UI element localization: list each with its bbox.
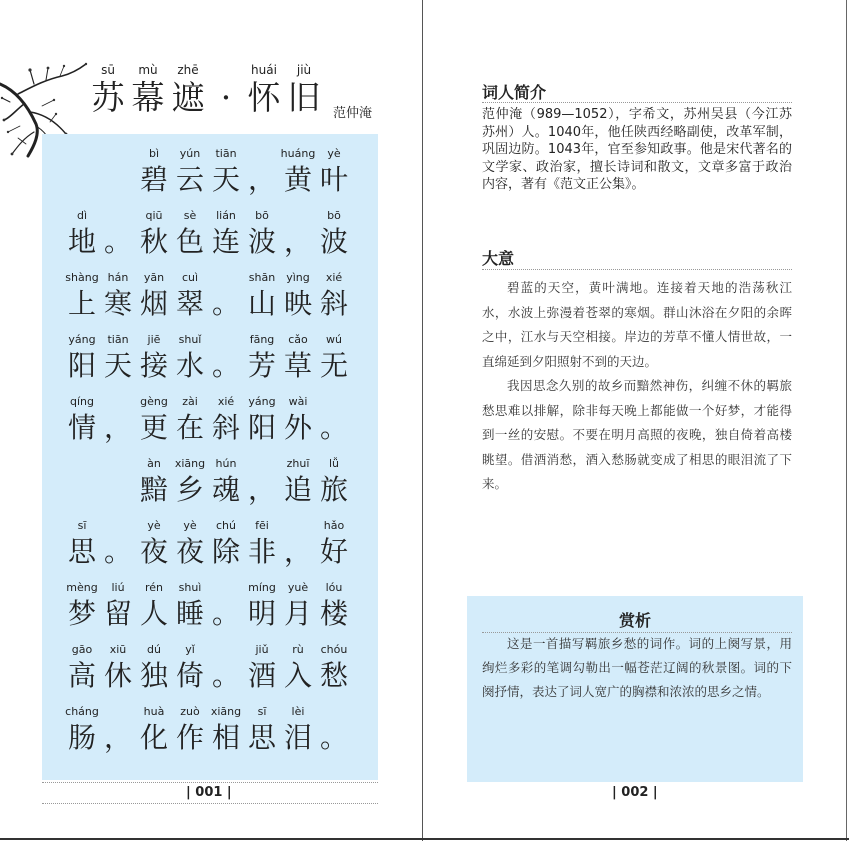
hanzi: 接 [139, 349, 168, 382]
pinyin: lǚ [328, 457, 340, 470]
pinyin: bō [255, 209, 269, 222]
poem-line [42, 704, 378, 766]
hanzi: 留 [103, 597, 132, 630]
divider [42, 803, 378, 804]
poem-char [208, 518, 244, 570]
hanzi: 化 [139, 721, 168, 754]
title-char [128, 62, 168, 118]
pinyin [316, 704, 352, 720]
hanzi: 云 [175, 163, 204, 196]
poem-line [42, 456, 378, 518]
hanzi: 休 [103, 659, 132, 692]
hanzi: 无 [319, 349, 348, 382]
poem-char [316, 518, 352, 570]
hanzi: 除 [211, 535, 240, 568]
pinyin: rén [144, 581, 164, 594]
pinyin: tiān [107, 333, 129, 346]
book-spine [422, 0, 423, 841]
hanzi: 独 [139, 659, 168, 692]
pinyin: yān [143, 271, 165, 284]
hanzi: 高 [67, 659, 96, 692]
poem-char [244, 642, 280, 694]
pinyin: huà [143, 705, 165, 718]
poem-char [64, 704, 100, 756]
bio-title: 词人简介 [482, 83, 547, 102]
pinyin [208, 270, 244, 286]
hanzi: 旅 [319, 473, 348, 506]
poem-char [316, 146, 352, 198]
pinyin [100, 394, 136, 410]
poem-char [136, 332, 172, 384]
hanzi: ， [103, 721, 132, 754]
hanzi: 肠 [67, 721, 96, 754]
hanzi: 寒 [103, 287, 132, 320]
hanzi: 叶 [319, 163, 348, 196]
pinyin [100, 518, 136, 534]
pinyin [280, 518, 316, 534]
page-number-right: | 002 | [612, 785, 658, 800]
poem-char [64, 332, 100, 384]
hanzi: 芳 [247, 349, 276, 382]
title-char [284, 62, 324, 118]
poem-char [208, 208, 244, 260]
pinyin: sè [183, 209, 197, 222]
hanzi: 月 [283, 597, 312, 630]
hanzi: 好 [319, 535, 348, 568]
pinyin: zuò [180, 705, 200, 718]
pinyin: qíng [70, 395, 94, 408]
title-char [88, 62, 128, 118]
title-pinyin: mù [138, 63, 158, 77]
pinyin: yáng [68, 333, 96, 346]
poem-char [100, 642, 136, 694]
poem-char [172, 642, 208, 694]
hanzi: 天 [103, 349, 132, 382]
pinyin: lián [216, 209, 236, 222]
poem-char [64, 208, 100, 260]
poem-char [244, 704, 280, 756]
poem-char [244, 146, 280, 198]
pinyin: cuì [181, 271, 199, 284]
poem-char [208, 146, 244, 198]
title-pinyin: huái [251, 63, 277, 77]
title-char [208, 62, 244, 118]
divider [482, 102, 792, 103]
pinyin: cǎo [288, 333, 308, 346]
hanzi: 烟 [139, 287, 168, 320]
pinyin: yáng [248, 395, 276, 408]
hanzi: 阳 [247, 411, 276, 444]
hanzi: 秋 [139, 225, 168, 258]
poem-char [208, 456, 244, 508]
analysis-panel [467, 596, 803, 782]
poem-char [100, 518, 136, 570]
pinyin: shàng [65, 271, 99, 284]
poem-char [100, 332, 136, 384]
pinyin: xiāng [174, 457, 206, 470]
hanzi: 斜 [211, 411, 240, 444]
meaning-paragraph-2: 我因思念久别的故乡而黯然神伤，纠缠不休的羁旅愁思难以排解，除非每天晚上都能做一个好梦，才能得到一丝的安慰。不要在明月高照的夜晚，独自倚着高楼眺望。借酒消愁，酒入愁肠就变成了相思的眼泪流了下来。 [482, 378, 792, 491]
pinyin: míng [248, 581, 276, 594]
poem-char [64, 580, 100, 632]
pinyin: yè [327, 147, 341, 160]
poem-line [42, 208, 378, 270]
hanzi: 草 [283, 349, 312, 382]
pinyin: mèng [66, 581, 98, 594]
hanzi: 明 [247, 597, 276, 630]
title-pinyin: sū [101, 63, 115, 77]
title-hanzi: 幕 [131, 78, 165, 117]
meaning-text [482, 276, 792, 497]
pinyin: hún [215, 457, 237, 470]
pinyin: fāng [249, 333, 275, 346]
pinyin [100, 704, 136, 720]
pinyin: cháng [65, 705, 99, 718]
poem-char [100, 270, 136, 322]
poem-char [244, 518, 280, 570]
poem-char [136, 642, 172, 694]
pinyin: xié [217, 395, 235, 408]
hanzi: 。 [103, 535, 132, 568]
pinyin: gèng [140, 395, 168, 408]
hanzi: 上 [67, 287, 96, 320]
poem-line [42, 270, 378, 332]
poem-char [208, 642, 244, 694]
pinyin: fēi [255, 519, 269, 532]
hanzi: 。 [319, 411, 348, 444]
pinyin: jiē [147, 333, 161, 346]
title-char [168, 62, 208, 118]
poem-char [136, 146, 172, 198]
pinyin: yè [183, 519, 197, 532]
poem-line [42, 518, 378, 580]
poem-char [280, 332, 316, 384]
pinyin: bì [148, 147, 160, 160]
pinyin [316, 394, 352, 410]
pinyin: huáng [280, 147, 316, 160]
title-char [244, 62, 284, 118]
pinyin: liú [111, 581, 125, 594]
poem-char [208, 394, 244, 446]
pinyin: xiū [109, 643, 127, 656]
poem-char [172, 394, 208, 446]
poem-char [64, 394, 100, 446]
pinyin: lóu [325, 581, 343, 594]
hanzi: ， [247, 473, 276, 506]
hanzi: 地 [67, 225, 96, 258]
hanzi: 更 [139, 411, 168, 444]
title-hanzi: 遮 [171, 78, 205, 117]
pinyin: yè [147, 519, 161, 532]
pinyin: yuè [287, 581, 309, 594]
hanzi: 夜 [139, 535, 168, 568]
hanzi: 酒 [247, 659, 276, 692]
poem-char [172, 332, 208, 384]
poem-char [208, 704, 244, 756]
hanzi: 追 [283, 473, 312, 506]
hanzi: 睡 [175, 597, 204, 630]
pinyin [208, 332, 244, 348]
hanzi: 思 [67, 535, 96, 568]
poem-char [64, 270, 100, 322]
pinyin [244, 456, 280, 472]
pinyin: rù [292, 643, 304, 656]
pinyin: zài [182, 395, 198, 408]
divider [482, 269, 792, 270]
author-name: 范仲淹 [333, 106, 373, 121]
hanzi: 魂 [211, 473, 240, 506]
poem-char [136, 208, 172, 260]
pinyin: sī [257, 705, 267, 718]
pinyin: yìng [286, 271, 310, 284]
hanzi: 。 [211, 349, 240, 382]
poem-char [136, 580, 172, 632]
poem-char [316, 580, 352, 632]
poem-line [42, 580, 378, 642]
pinyin: dì [76, 209, 88, 222]
poem-char [280, 208, 316, 260]
pinyin: shuǐ [178, 333, 202, 346]
title-pinyin: jiù [296, 63, 312, 77]
poem-char [172, 704, 208, 756]
pinyin: lèi [291, 705, 305, 718]
pinyin: dú [147, 643, 161, 656]
hanzi: 相 [211, 721, 240, 754]
poem-char [316, 456, 352, 508]
hanzi: 思 [247, 721, 276, 754]
poem-char [100, 394, 136, 446]
left-page [0, 0, 423, 841]
meaning-title: 大意 [482, 249, 515, 268]
pinyin: yún [179, 147, 201, 160]
poem-char [280, 456, 316, 508]
analysis-paragraph: 这是一首描写羁旅乡愁的词作。词的上阕写景，用绚烂多彩的笔调勾勒出一幅苍茫辽阔的秋景图。词的下阕抒情，表达了词人宽广的胸襟和浓浓的思乡之情。 [482, 636, 792, 699]
hanzi: 非 [247, 535, 276, 568]
hanzi: 在 [175, 411, 204, 444]
hanzi: ， [103, 411, 132, 444]
hanzi: ， [283, 225, 312, 258]
poem-char [208, 580, 244, 632]
title-hanzi: 旧 [287, 78, 321, 117]
meaning-paragraph-1: 碧蓝的天空，黄叶满地。连接着天地的浩荡秋江水，水波上弥漫着苍翠的寒烟。群山沐浴在夕阳的余晖之中，江水与天空相接。岸边的芳草不懂人情世故，一直绵延到夕阳照射不到的天边。 [482, 280, 792, 369]
analysis-text [482, 632, 792, 704]
hanzi: 愁 [319, 659, 348, 692]
poem-char [244, 208, 280, 260]
pinyin: chóu [320, 643, 348, 656]
poem-char [172, 208, 208, 260]
hanzi: 情 [67, 411, 96, 444]
hanzi: 外 [283, 411, 312, 444]
poem-char [244, 456, 280, 508]
hanzi: 人 [139, 597, 168, 630]
hanzi: 色 [175, 225, 204, 258]
hanzi: 连 [211, 225, 240, 258]
poem-char [172, 580, 208, 632]
poem-char [100, 704, 136, 756]
pinyin: yǐ [185, 643, 195, 656]
poem-char [100, 208, 136, 260]
poem-char [316, 704, 352, 756]
hanzi: 。 [103, 225, 132, 258]
hanzi: 波 [319, 225, 348, 258]
poem-char [316, 642, 352, 694]
hanzi: 。 [211, 287, 240, 320]
poem-char [136, 456, 172, 508]
pinyin: hǎo [323, 519, 345, 532]
hanzi: 乡 [175, 473, 204, 506]
analysis-title: 赏析 [618, 611, 651, 630]
pinyin: chú [216, 519, 236, 532]
poem-char [172, 456, 208, 508]
poem-line [42, 394, 378, 456]
pinyin: gāo [71, 643, 93, 656]
title-hanzi: 怀 [247, 78, 281, 117]
hanzi: 楼 [319, 597, 348, 630]
hanzi: 黄 [283, 163, 312, 196]
poem-char [280, 704, 316, 756]
hanzi: ， [283, 535, 312, 568]
poem-char [136, 270, 172, 322]
poem-char [280, 394, 316, 446]
pinyin: xié [325, 271, 343, 284]
poem-char [172, 270, 208, 322]
hanzi: 翠 [175, 287, 204, 320]
pinyin: wài [288, 395, 308, 408]
hanzi: 山 [247, 287, 276, 320]
poem-char [208, 270, 244, 322]
hanzi: ， [247, 163, 276, 196]
poem-char [280, 580, 316, 632]
poem-line [42, 642, 378, 704]
pinyin: sī [77, 519, 87, 532]
hanzi: 映 [283, 287, 312, 320]
hanzi: 斜 [319, 287, 348, 320]
poem-char [280, 518, 316, 570]
poem-char [100, 580, 136, 632]
page-edge [846, 0, 847, 841]
pinyin: wú [326, 333, 342, 346]
poem-char [136, 704, 172, 756]
pinyin: hán [107, 271, 129, 284]
poem-char [64, 518, 100, 570]
poem-char [172, 518, 208, 570]
hanzi: 黯 [139, 473, 168, 506]
poem-char [208, 332, 244, 384]
poem-char [316, 332, 352, 384]
poem-char [244, 332, 280, 384]
hanzi: 。 [319, 721, 348, 754]
poem-line [42, 146, 378, 208]
pinyin [244, 146, 280, 162]
pinyin: bō [327, 209, 341, 222]
poem-panel [42, 134, 378, 780]
hanzi: 天 [211, 163, 240, 196]
poem-char [136, 394, 172, 446]
hanzi: 阳 [67, 349, 96, 382]
pinyin: qiū [145, 209, 163, 222]
pinyin: shān [248, 271, 276, 284]
poem-char [244, 394, 280, 446]
page-edge [0, 838, 849, 840]
hanzi: 梦 [67, 597, 96, 630]
pinyin: tiān [215, 147, 237, 160]
pinyin [280, 208, 316, 224]
poem-char [244, 270, 280, 322]
pinyin: jiǔ [255, 643, 269, 656]
hanzi: 。 [211, 597, 240, 630]
hanzi: 倚 [175, 659, 204, 692]
title-hanzi: · [220, 78, 232, 117]
poem-char [316, 270, 352, 322]
pinyin [208, 642, 244, 658]
poem-line [42, 332, 378, 394]
page-number-left: | 001 | [186, 785, 232, 800]
poem-char [280, 642, 316, 694]
poem-char [280, 270, 316, 322]
poem-char [64, 642, 100, 694]
hanzi: 水 [175, 349, 204, 382]
hanzi: 碧 [139, 163, 168, 196]
pinyin: xiāng [210, 705, 242, 718]
pinyin: shuì [178, 581, 202, 594]
hanzi: 入 [283, 659, 312, 692]
pinyin [208, 580, 244, 596]
poem-char [316, 394, 352, 446]
title-hanzi: 苏 [91, 78, 125, 117]
hanzi: 波 [247, 225, 276, 258]
divider [42, 782, 378, 783]
hanzi: 作 [175, 721, 204, 754]
poem-char [172, 146, 208, 198]
pinyin: zhuī [286, 457, 310, 470]
poem-char [316, 208, 352, 260]
hanzi: 夜 [175, 535, 204, 568]
pinyin: àn [147, 457, 161, 470]
pinyin [100, 208, 136, 224]
poem-char [244, 580, 280, 632]
title-pinyin [208, 62, 244, 78]
poem-char [280, 146, 316, 198]
title-pinyin: zhē [177, 63, 199, 77]
poem-char [136, 518, 172, 570]
hanzi: 。 [211, 659, 240, 692]
hanzi: 泪 [283, 721, 312, 754]
bio-text: 范仲淹（989—1052），字希文，苏州吴县（今江苏苏州）人。1040年，他任陕西经略副使，改革军制，巩固边防。1043年，官至参知政事。他是宋代著名的文学家、政治家，擅长诗词和散文，文章多富于政治内容，著有《范文正公集》。 [482, 107, 792, 192]
